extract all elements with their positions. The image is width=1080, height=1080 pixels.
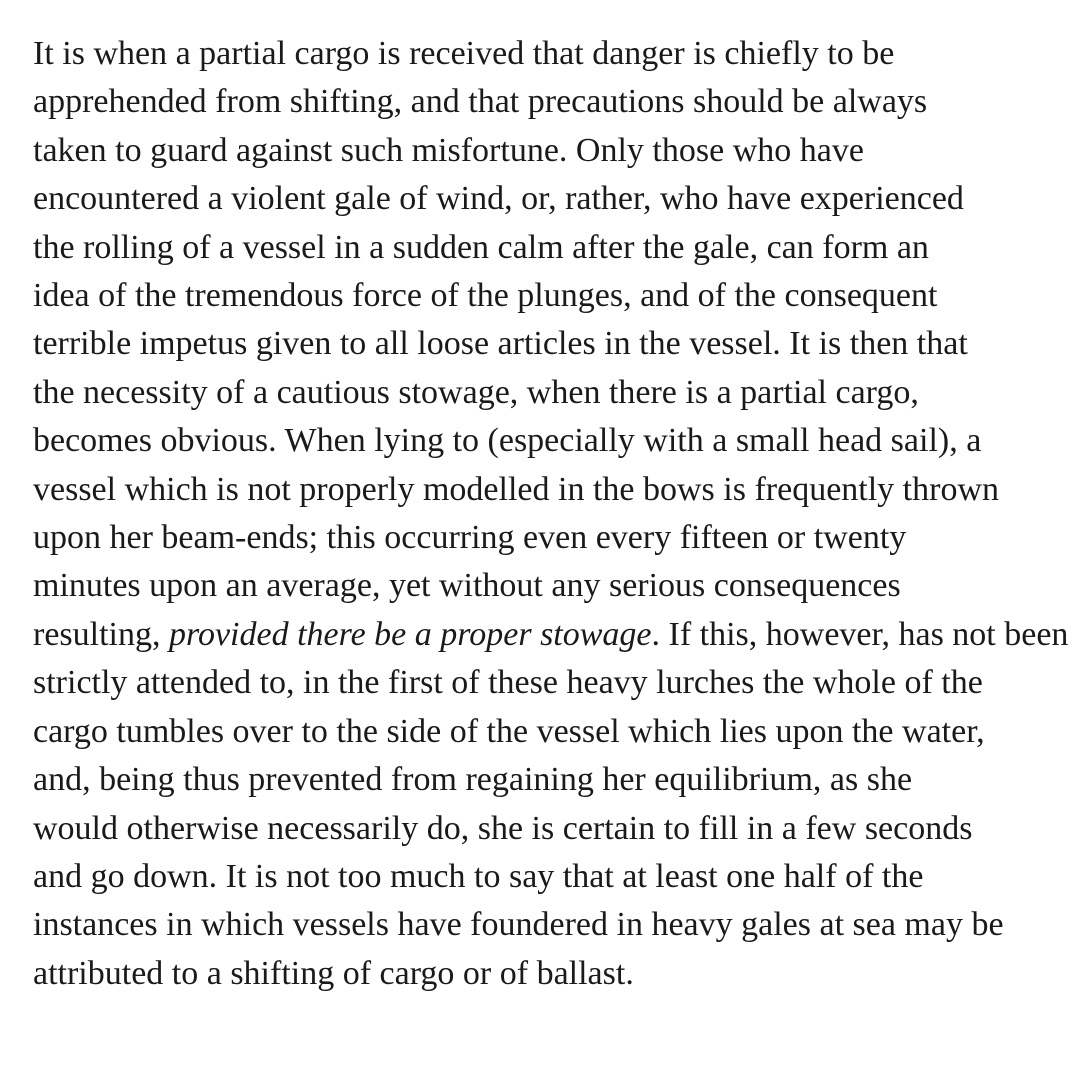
text-line: instances in which vessels have foundered in heavy gales at sea may be — [33, 906, 1004, 944]
text-line: the rolling of a vessel in a sudden calm after the gale, can form an — [33, 228, 929, 266]
text-line: taken to guard against such misfortune. Only those who have — [33, 131, 864, 169]
text-line: attributed to a shifting of cargo or of ballast. — [33, 954, 634, 992]
text-line: would otherwise necessarily do, she is certain to fill in a few seconds — [33, 809, 973, 847]
text-line: terrible impetus given to all loose articles in the vessel. It is then that — [33, 325, 968, 363]
italic-phrase: provided there be a proper stowage — [168, 615, 652, 653]
text-line: idea of the tremendous force of the plunges, and of the consequent — [33, 277, 938, 315]
text-line: It is when a partial cargo is received that danger is chiefly to be — [33, 35, 895, 72]
text-line: and go down. It is not too much to say that at least one half of the — [33, 857, 924, 895]
text-line: becomes obvious. When lying to (especially with a small head sail), a — [33, 422, 982, 460]
document-page — [33, 30, 1069, 998]
text-run: resulting, — [33, 615, 169, 653]
text-line: and, being thus prevented from regaining her equilibrium, as she — [33, 761, 913, 799]
text-line: strictly attended to, in the first of these heavy lurches the whole of the — [33, 664, 983, 702]
text-line: encountered a violent gale of wind, or, rather, who have experienced — [33, 180, 964, 218]
text-line: vessel which is not properly modelled in the bows is frequently thrown — [33, 470, 999, 508]
text-line: minutes upon an average, yet without any serious consequences — [33, 567, 901, 605]
text-run: . If this, however, has not been — [651, 615, 1069, 653]
text-line: the necessity of a cautious stowage, when there is a partial cargo, — [33, 373, 919, 411]
text-line: cargo tumbles over to the side of the vessel which lies upon the water, — [33, 712, 985, 750]
paragraph — [33, 30, 1069, 998]
text-line-emphasis — [33, 611, 1069, 659]
text-line: apprehended from shifting, and that precautions should be always — [33, 83, 928, 121]
text-line: upon her beam-ends; this occurring even every fifteen or twenty — [33, 519, 907, 557]
